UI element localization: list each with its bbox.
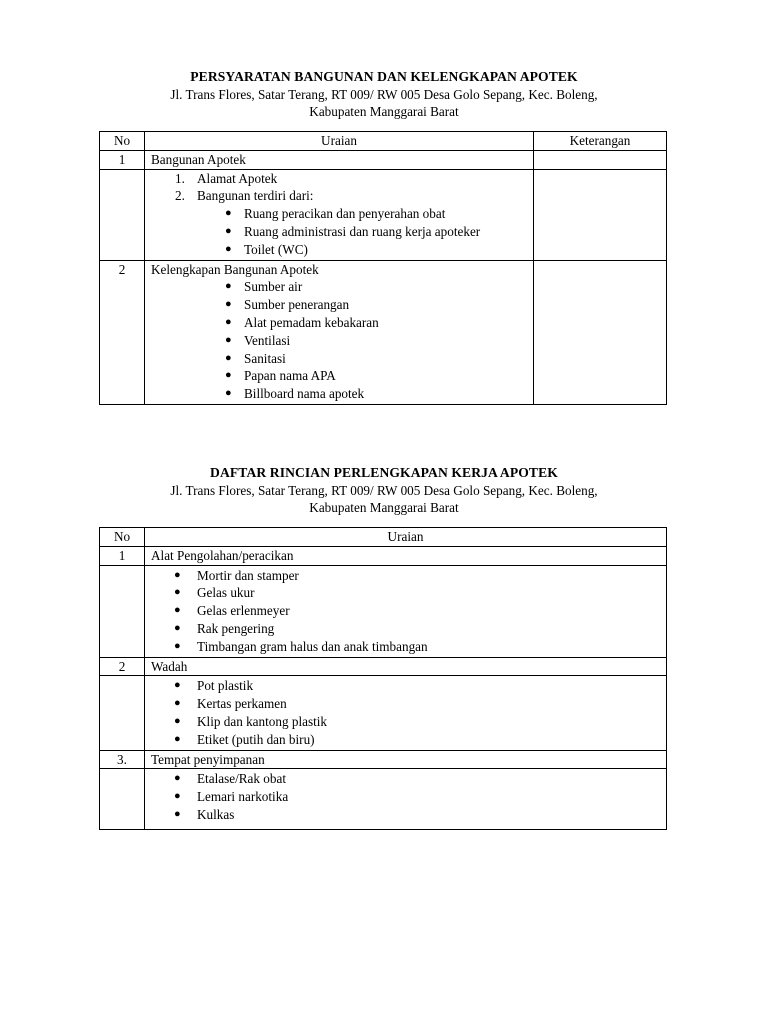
row-no [100, 169, 145, 260]
list-item [145, 350, 533, 368]
table-row [100, 150, 667, 169]
list-item-text: Ruang administrasi dan ruang kerja apoteker [244, 223, 481, 239]
bullet-list [145, 677, 666, 748]
list-item [145, 223, 533, 241]
table-row [100, 750, 667, 769]
list-item [145, 187, 533, 205]
row-keterangan [534, 150, 667, 169]
row-no: 2 [100, 260, 145, 404]
section2-address-line2: Kabupaten Manggarai Barat [309, 500, 459, 515]
bullet-icon: ● [225, 315, 232, 328]
section2-table [99, 527, 667, 830]
bullet-icon: ● [174, 772, 181, 785]
bullet-icon: ● [174, 714, 181, 727]
list-item-text: Gelas erlenmeyer [197, 603, 290, 619]
row-keterangan [534, 169, 667, 260]
row-label: Bangunan Apotek [145, 150, 534, 169]
row-no [100, 565, 145, 657]
row-details [145, 676, 667, 750]
list-item [145, 314, 533, 332]
list-item [145, 241, 533, 259]
list-item-text: Papan nama APA [244, 368, 336, 384]
row-no: 2 [100, 657, 145, 676]
row-label: Tempat penyimpanan [145, 750, 667, 769]
list-item-text: Sanitasi [244, 350, 286, 366]
list-item-text: Gelas ukur [197, 585, 255, 601]
numbered-list [145, 170, 533, 206]
section2-title: DAFTAR RINCIAN PERLENGKAPAN KERJA APOTEK [210, 465, 558, 480]
list-item [145, 170, 533, 188]
bullet-icon: ● [174, 621, 181, 634]
list-item-text: Ruang peracikan dan penyerahan obat [244, 206, 446, 222]
row-no: 1 [100, 150, 145, 169]
list-item-text: Klip dan kantong plastik [197, 713, 328, 729]
table-row [100, 169, 667, 260]
bullet-icon: ● [174, 679, 181, 692]
list-item [145, 584, 666, 602]
table-row [100, 546, 667, 565]
bullet-icon: ● [225, 280, 232, 293]
row-no: 3. [100, 750, 145, 769]
table-row [100, 260, 667, 404]
section2-address-line1: Jl. Trans Flores, Satar Terang, RT 009/ RW 005 Desa Golo Sepang, Kec. Boleng, [170, 482, 598, 498]
list-item-text: Mortir dan stamper [197, 567, 299, 583]
list-item [145, 695, 666, 713]
list-item [145, 296, 533, 314]
row-label: Kelengkapan Bangunan Apotek [151, 261, 319, 277]
header-uraian: Uraian [145, 528, 667, 547]
list-item [145, 731, 666, 749]
list-item-text: Billboard nama apotek [244, 386, 365, 402]
header-uraian: Uraian [145, 132, 534, 151]
table-row [100, 676, 667, 750]
bullet-list [145, 770, 666, 823]
bullet-icon: ● [174, 586, 181, 599]
list-item [145, 367, 533, 385]
bullet-icon: ● [225, 333, 232, 346]
section1-title: PERSYARATAN BANGUNAN DAN KELENGKAPAN APOTEK [190, 69, 578, 84]
table-header-row [100, 528, 667, 547]
bullet-icon: ● [225, 242, 232, 255]
list-item [145, 278, 533, 296]
row-details [145, 260, 534, 404]
list-item [145, 806, 666, 824]
list-item [145, 332, 533, 350]
list-item-text: Etiket (putih dan biru) [197, 731, 315, 747]
list-item [145, 770, 666, 788]
row-details [145, 769, 667, 830]
list-item-text: Alat pemadam kebakaran [244, 314, 379, 330]
list-item [145, 677, 666, 695]
bullet-icon: ● [225, 387, 232, 400]
bullet-icon: ● [174, 807, 181, 820]
bullet-icon: ● [174, 732, 181, 745]
list-item-text: Rak pengering [197, 620, 275, 636]
section1-address-line1: Jl. Trans Flores, Satar Terang, RT 009/ RW 005 Desa Golo Sepang, Kec. Boleng, [170, 86, 598, 102]
bullet-icon: ● [174, 639, 181, 652]
row-no [100, 676, 145, 750]
bullet-list [145, 567, 666, 656]
list-item [145, 620, 666, 638]
section1-header [0, 68, 768, 121]
list-item-text: Ventilasi [244, 332, 291, 348]
header-no: No [100, 132, 145, 151]
list-item-text: Alamat Apotek [197, 170, 278, 186]
list-item-text: Sumber penerangan [244, 297, 350, 313]
list-number: 1. [175, 170, 185, 186]
list-item-text: Toilet (WC) [244, 241, 308, 257]
list-number: 2. [175, 188, 185, 204]
row-details [145, 565, 667, 657]
list-item-text: Bangunan terdiri dari: [197, 188, 314, 204]
row-label: Alat Pengolahan/peracikan [145, 546, 667, 565]
list-item [145, 713, 666, 731]
table-row [100, 565, 667, 657]
bullet-icon: ● [225, 369, 232, 382]
bullet-icon: ● [225, 224, 232, 237]
list-item-text: Timbangan gram halus dan anak timbangan [197, 638, 428, 654]
list-item [145, 602, 666, 620]
list-item-text: Etalase/Rak obat [197, 771, 286, 787]
list-item [145, 385, 533, 403]
list-item-text: Sumber air [244, 279, 303, 295]
table-header-row [100, 132, 667, 151]
row-no [100, 769, 145, 830]
section1-address-line2: Kabupaten Manggarai Barat [309, 104, 459, 119]
list-item-text: Kertas perkamen [197, 696, 287, 712]
list-item-text: Pot plastik [197, 678, 254, 694]
row-no: 1 [100, 546, 145, 565]
table-row [100, 657, 667, 676]
list-item [145, 788, 666, 806]
section1-table [99, 131, 667, 405]
row-label: Wadah [145, 657, 667, 676]
section2-header [0, 464, 768, 517]
row-details [145, 169, 534, 260]
bullet-icon: ● [174, 697, 181, 710]
bullet-icon: ● [174, 604, 181, 617]
table-row [100, 769, 667, 830]
list-item [145, 205, 533, 223]
row-keterangan [534, 260, 667, 404]
list-item [145, 567, 666, 585]
bullet-icon: ● [225, 298, 232, 311]
bullet-icon: ● [174, 568, 181, 581]
bullet-list [145, 278, 533, 403]
list-item-text: Kulkas [197, 806, 235, 822]
header-keterangan: Keterangan [534, 132, 667, 151]
bullet-list [145, 205, 533, 258]
bullet-icon: ● [225, 207, 232, 220]
list-item [145, 638, 666, 656]
list-item-text: Lemari narkotika [197, 789, 289, 805]
bullet-icon: ● [225, 351, 232, 364]
header-no: No [100, 528, 145, 547]
bullet-icon: ● [174, 790, 181, 803]
